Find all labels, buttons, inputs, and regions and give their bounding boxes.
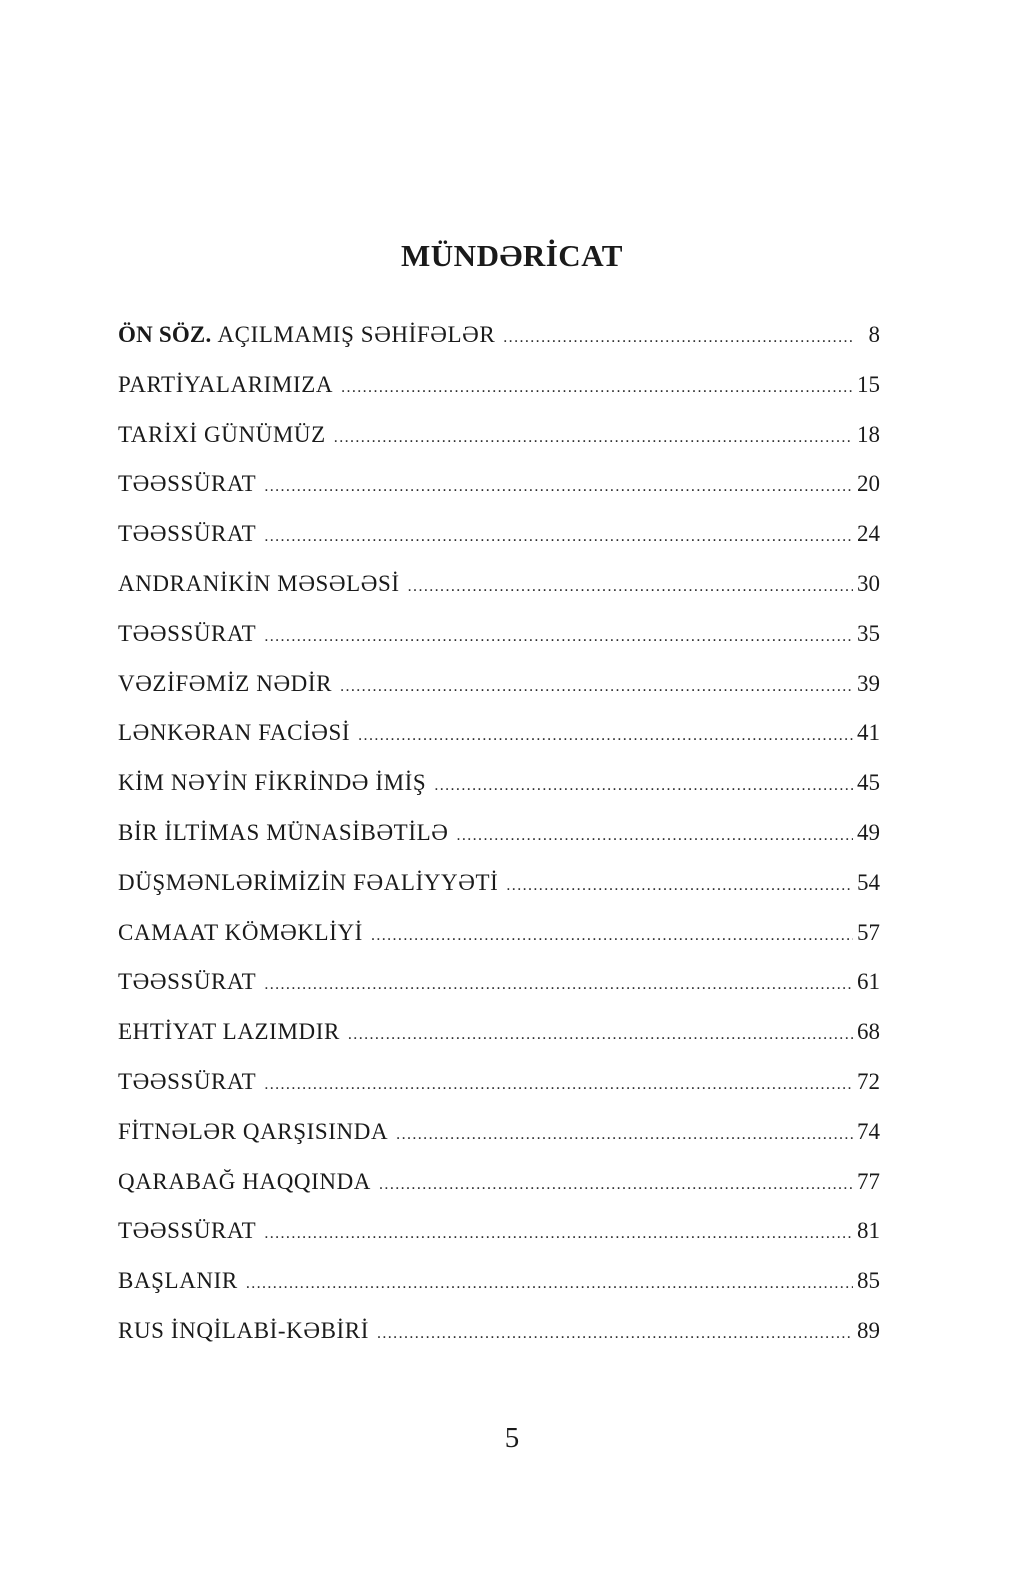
toc-entry bbox=[118, 920, 880, 970]
dot-leader bbox=[264, 628, 853, 646]
toc-entry-title: AÇILMAMIŞ SƏHİFƏLƏR bbox=[217, 322, 496, 347]
dot-leader bbox=[379, 1176, 853, 1194]
dot-leader bbox=[340, 678, 853, 696]
dot-leader bbox=[371, 927, 853, 945]
toc-entry-title: FİTNƏLƏR QARŞISINDA bbox=[118, 1118, 389, 1144]
toc-entry bbox=[118, 671, 880, 721]
toc-entry bbox=[118, 1169, 880, 1219]
dot-leader bbox=[408, 578, 853, 596]
toc-entry-page: 20 bbox=[857, 471, 880, 497]
dot-leader bbox=[264, 976, 853, 994]
toc-entry bbox=[118, 720, 880, 770]
dot-leader bbox=[264, 1225, 853, 1243]
toc-entry-title: TƏƏSSÜRAT bbox=[118, 521, 257, 547]
dot-leader bbox=[334, 429, 853, 447]
toc-entry bbox=[118, 820, 880, 870]
toc-entry-page: 18 bbox=[857, 421, 880, 447]
toc-entry bbox=[118, 322, 880, 372]
toc-entry-page: 8 bbox=[868, 322, 880, 347]
dot-leader bbox=[341, 379, 853, 397]
toc-entry bbox=[118, 422, 880, 472]
toc-entry-title: KİM NƏYİN FİKRİNDƏ İMİŞ bbox=[118, 770, 427, 796]
toc-entry-page: 30 bbox=[857, 570, 880, 596]
toc-entry bbox=[118, 870, 880, 920]
dot-leader bbox=[264, 478, 853, 496]
dot-leader bbox=[377, 1325, 853, 1343]
toc-entry-title: TƏƏSSÜRAT bbox=[118, 471, 257, 497]
toc-entry-page: 57 bbox=[857, 919, 880, 945]
page-number: 5 bbox=[504, 1422, 520, 1454]
dot-leader bbox=[396, 1126, 853, 1144]
toc-entry-page: 41 bbox=[857, 720, 880, 746]
toc-entry-title: QARABAĞ HAQQINDA bbox=[118, 1168, 372, 1194]
toc-entry-title: LƏNKƏRAN FACİƏSİ bbox=[118, 720, 351, 746]
toc-entry bbox=[118, 969, 880, 1019]
dot-leader bbox=[506, 877, 853, 895]
toc-entry bbox=[118, 1318, 880, 1368]
toc-entry-title: RUS İNQİLABİ-KƏBİRİ bbox=[118, 1317, 369, 1343]
dot-leader bbox=[434, 777, 853, 795]
toc-entry-page: 54 bbox=[857, 869, 880, 895]
toc-entry-page: 89 bbox=[857, 1317, 880, 1343]
toc-entry-page: 74 bbox=[857, 1118, 880, 1144]
toc-entry bbox=[118, 471, 880, 521]
toc-entry-title: TƏƏSSÜRAT bbox=[118, 1068, 257, 1094]
toc-entry-page: 61 bbox=[857, 969, 880, 995]
toc-entry bbox=[118, 1119, 880, 1169]
toc-entry bbox=[118, 621, 880, 671]
toc-entry-title: TƏƏSSÜRAT bbox=[118, 620, 257, 646]
toc-entry bbox=[118, 1218, 880, 1268]
toc-entry bbox=[118, 1268, 880, 1318]
toc-entry-page: 81 bbox=[857, 1218, 880, 1244]
dot-leader bbox=[246, 1275, 853, 1293]
toc-entry bbox=[118, 521, 880, 571]
toc-entry-page: 39 bbox=[857, 670, 880, 696]
dot-leader bbox=[456, 827, 853, 845]
toc-entry bbox=[118, 1069, 880, 1119]
toc-entry-title: VƏZİFƏMİZ NƏDİR bbox=[118, 670, 333, 696]
toc-entry-page: 24 bbox=[857, 521, 880, 547]
toc-entry-title: TƏƏSSÜRAT bbox=[118, 969, 257, 995]
toc-entry-title: CAMAAT KÖMƏKLİYİ bbox=[118, 919, 363, 945]
toc-entry-page: 49 bbox=[857, 819, 880, 845]
dot-leader bbox=[264, 1076, 853, 1094]
toc-entry bbox=[118, 571, 880, 621]
dot-leader bbox=[503, 329, 854, 347]
toc-entry-page: 45 bbox=[857, 770, 880, 796]
toc-entry-page: 72 bbox=[857, 1068, 880, 1094]
page-title: MÜNDƏRİCAT bbox=[401, 238, 623, 273]
toc-entry-page: 77 bbox=[857, 1168, 880, 1194]
toc-entry-title: EHTİYAT LAZIMDIR bbox=[118, 1019, 340, 1045]
toc-entry bbox=[118, 372, 880, 422]
toc-entry bbox=[118, 1019, 880, 1069]
toc-entry-title: TƏƏSSÜRAT bbox=[118, 1218, 257, 1244]
toc-entry bbox=[118, 770, 880, 820]
toc-entry-title: DÜŞMƏNLƏRİMİZİN FƏALİYYƏTİ bbox=[118, 869, 499, 895]
toc-entry-page: 35 bbox=[857, 620, 880, 646]
toc-entry-title: BAŞLANIR bbox=[118, 1268, 238, 1294]
toc-entry-lead: ÖN SÖZ. bbox=[118, 322, 212, 347]
toc-entry-page: 85 bbox=[857, 1268, 880, 1294]
toc-entry-page: 15 bbox=[857, 371, 880, 397]
dot-leader bbox=[264, 528, 853, 546]
toc-entry-page: 68 bbox=[857, 1019, 880, 1045]
toc-entry-title: TARİXİ GÜNÜMÜZ bbox=[118, 421, 326, 447]
toc-entry-title: ANDRANİKİN MƏSƏLƏSİ bbox=[118, 570, 400, 596]
dot-leader bbox=[358, 727, 853, 745]
toc-entry-title: PARTİYALARIMIZA bbox=[118, 371, 334, 397]
toc-entry-title: BİR İLTİMAS MÜNASİBƏTİLƏ bbox=[118, 819, 449, 845]
dot-leader bbox=[348, 1026, 853, 1044]
table-of-contents bbox=[118, 322, 880, 1368]
